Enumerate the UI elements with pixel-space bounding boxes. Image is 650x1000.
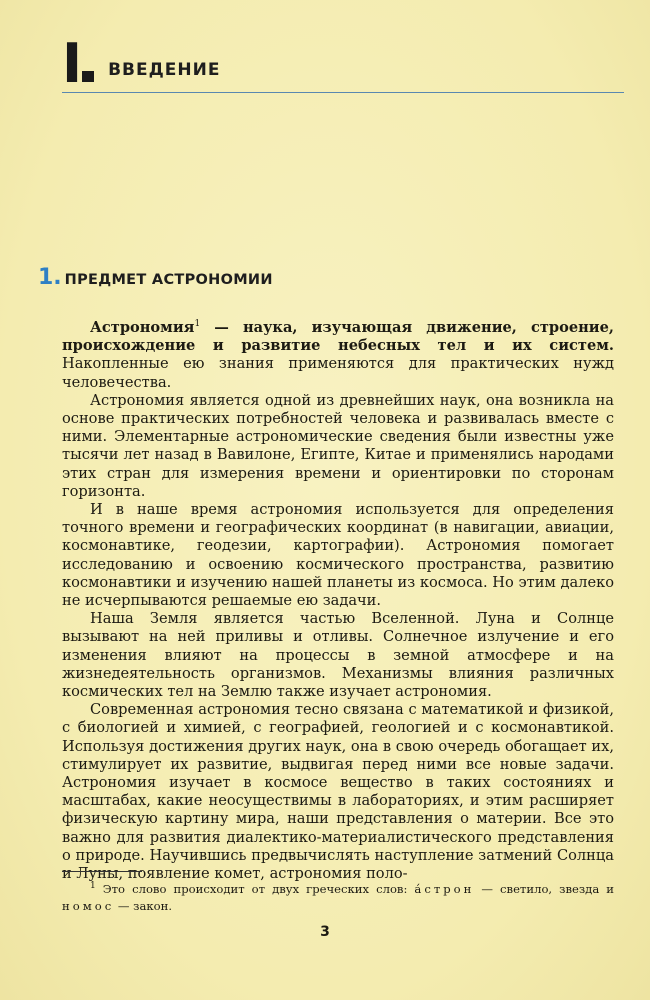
footnote-word-nomos: номос (62, 899, 115, 913)
paragraph-4: Наша Земля является частью Вселенной. Луна и Солнце вызывают на ней приливы и отливы. Солнечное излучение и его изменения влияют на процессы в земной атмосфере и на жизнедеятельность организмов. Механизмы влияния различных космических тел на Землю также изучает астрономия. (62, 610, 614, 701)
chapter-number: I (62, 32, 81, 95)
body-text (62, 319, 614, 883)
chapter-rule (62, 92, 624, 93)
paragraph-2: Астрономия является одной из древнейших наук, она возникла на основе практических потребностей человека и развивалась вместе с ними. Элементарные астрономические сведения были известны уже тысячи лет назад в Вавилоне, Египте, Китае и применялись народами этих стран для измерения времени и ориентировки по сторонам горизонта. (62, 391, 614, 500)
chapter-title: ВВЕДЕНИЕ (108, 60, 221, 80)
footnote-text-middle: — светило, звезда и (474, 882, 615, 896)
term-astronomy: Астрономия (90, 319, 195, 336)
chapter-heading (62, 32, 221, 95)
chapter-dot (82, 71, 94, 82)
paragraph-3: И в наше время астрономия используется для определения точного времени и географических координат (в навигации, авиации, космонавтике, геодезии, картографии). Астрономия помогает исследованию и освоению космического пространства, развитию космонавтики и изучению нашей планеты из космоса. Но этим далеко не исчерпываются решаемые ею задачи. (62, 501, 614, 610)
footnote-rule (62, 871, 142, 872)
definition: — наука, изучающая движение, строение, происхождение и развитие небесных тел и их систем. (62, 319, 614, 355)
paragraph-5: Современная астрономия тесно связана с математикой и физикой, с биологией и химией, с географией, геологией и с космонавтикой. Используя достижения других наук, она в свою очередь обогащает их, стимулирует их развитие, выдвигая перед ними все новые задачи. Астрономия изучает в космосе вещество в таких состояниях и масштабах, какие неосуществимы в лабораториях, и этим расширяет физическую картину мира, наши представления о материи. Все это важно для развития диалектико-материалистического представления о природе. Научившись предвычислять наступление затмений Солнца и Луны, появление комет, астрономия поло- (62, 701, 614, 883)
footnote-text-after: — закон. (114, 899, 173, 913)
footnote-word-astron: áстрон (414, 882, 475, 896)
section-heading (38, 265, 273, 290)
section-title: ПРЕДМЕТ АСТРОНОМИИ (64, 272, 273, 288)
footnote (62, 881, 614, 915)
page-number: 3 (320, 924, 330, 940)
paragraph-1 (62, 319, 614, 392)
footnote-ref: 1 (194, 319, 201, 330)
paragraph-1-rest: Накопленные ею знания применяются для практических нужд человечества. (62, 355, 614, 391)
footnote-mark: 1 (90, 881, 96, 892)
section-number: 1. (38, 265, 62, 290)
footnote-text-before: Это слово происходит от двух греческих слов: (95, 882, 415, 896)
